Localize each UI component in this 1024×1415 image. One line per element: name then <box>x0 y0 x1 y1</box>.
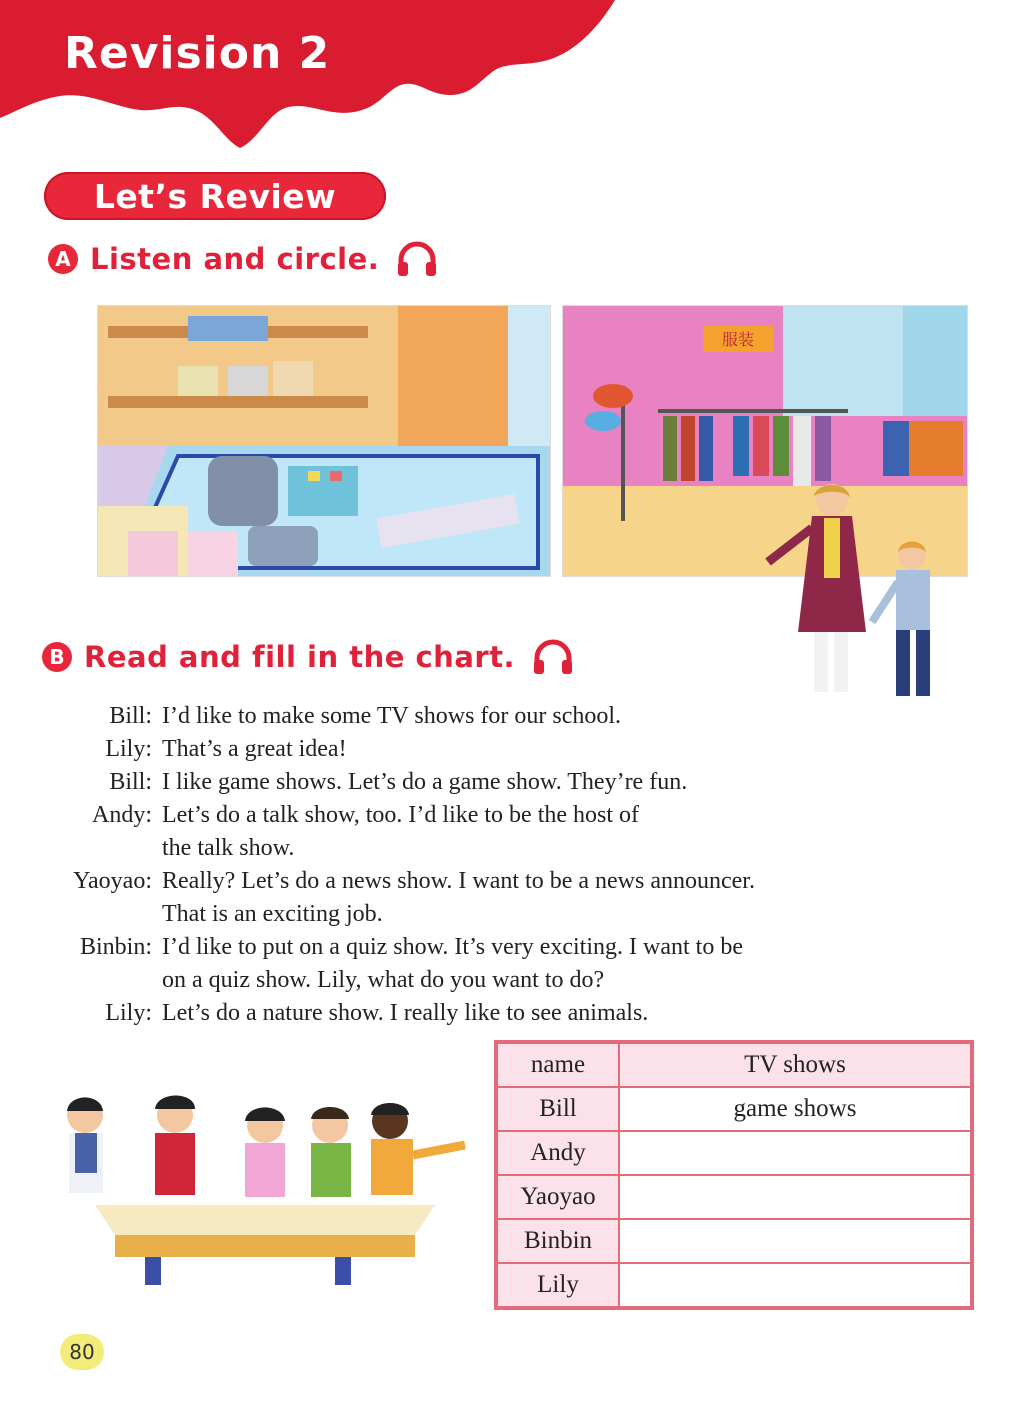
header-banner <box>0 0 1024 170</box>
shop-sign: 服装 <box>721 330 755 349</box>
line-text: I like game shows. Let’s do a game show. They’re fun. <box>162 769 688 795</box>
shopper-illustration <box>762 482 952 712</box>
section-a-title: Listen and circle. <box>90 242 380 276</box>
dialogue-line <box>0 766 940 799</box>
dialogue-line <box>0 733 940 766</box>
speaker-label: Bill: <box>109 703 152 729</box>
line-text: I’d like to put on a quiz show. It’s very exciting. I want to be <box>162 934 743 960</box>
speaker-label: Lily: <box>105 1000 152 1026</box>
table-row <box>497 1263 971 1307</box>
kids-planning-illustration <box>55 1085 475 1285</box>
chart-header-row <box>497 1043 971 1087</box>
section-a-heading <box>48 240 439 278</box>
line-text: Let’s do a talk show, too. I’d like to be the host of <box>162 802 640 828</box>
row-answer[interactable] <box>619 1175 971 1219</box>
page-number: 80 <box>60 1334 104 1370</box>
headphones-icon[interactable] <box>395 240 439 278</box>
chart-table <box>496 1042 972 1308</box>
section-b-badge: B <box>42 642 72 672</box>
row-answer[interactable]: game shows <box>619 1087 971 1131</box>
speaker-label: Yaoyao: <box>73 868 152 894</box>
dialogue-line <box>0 865 940 898</box>
dialogue-line <box>0 931 940 964</box>
speaker-label: Bill: <box>109 769 152 795</box>
row-name: Bill <box>497 1087 619 1131</box>
speaker-label: Andy: <box>92 802 152 828</box>
row-name: Andy <box>497 1131 619 1175</box>
section-a-badge: A <box>48 244 78 274</box>
line-text: Let’s do a nature show. I really like to see animals. <box>162 1000 649 1026</box>
line-continuation: That is an exciting job. <box>162 901 383 927</box>
dialogue-line <box>0 799 940 832</box>
page-title: Revision 2 <box>64 28 331 79</box>
row-answer[interactable] <box>619 1263 971 1307</box>
table-row <box>497 1131 971 1175</box>
header-tv-shows: TV shows <box>619 1043 971 1087</box>
table-row <box>497 1175 971 1219</box>
row-name: Yaoyao <box>497 1175 619 1219</box>
dialogue-line <box>0 997 940 1030</box>
line-text: That’s a great idea! <box>162 736 347 762</box>
stationery-shop-picture[interactable] <box>97 305 551 577</box>
line-continuation: the talk show. <box>162 835 295 861</box>
header-name: name <box>497 1043 619 1087</box>
line-continuation: on a quiz show. Lily, what do you want to do? <box>162 967 605 993</box>
line-text: I’d like to make some TV shows for our school. <box>162 703 622 729</box>
headphones-icon[interactable] <box>531 638 575 676</box>
row-answer[interactable] <box>619 1131 971 1175</box>
table-row <box>497 1087 971 1131</box>
row-name: Lily <box>497 1263 619 1307</box>
tv-shows-chart <box>494 1040 974 1310</box>
dialogue <box>0 700 940 1030</box>
section-b-heading <box>42 638 575 676</box>
row-answer[interactable] <box>619 1219 971 1263</box>
table-row <box>497 1219 971 1263</box>
lets-review-label: Let’s Review <box>93 176 337 216</box>
speaker-label: Lily: <box>105 736 152 762</box>
row-name: Binbin <box>497 1219 619 1263</box>
line-text: Really? Let’s do a news show. I want to be a news announcer. <box>162 868 755 894</box>
speaker-label: Binbin: <box>79 934 152 960</box>
section-b-title: Read and fill in the chart. <box>84 640 516 674</box>
lets-review-pill <box>44 172 386 220</box>
dialogue-line <box>0 700 940 733</box>
